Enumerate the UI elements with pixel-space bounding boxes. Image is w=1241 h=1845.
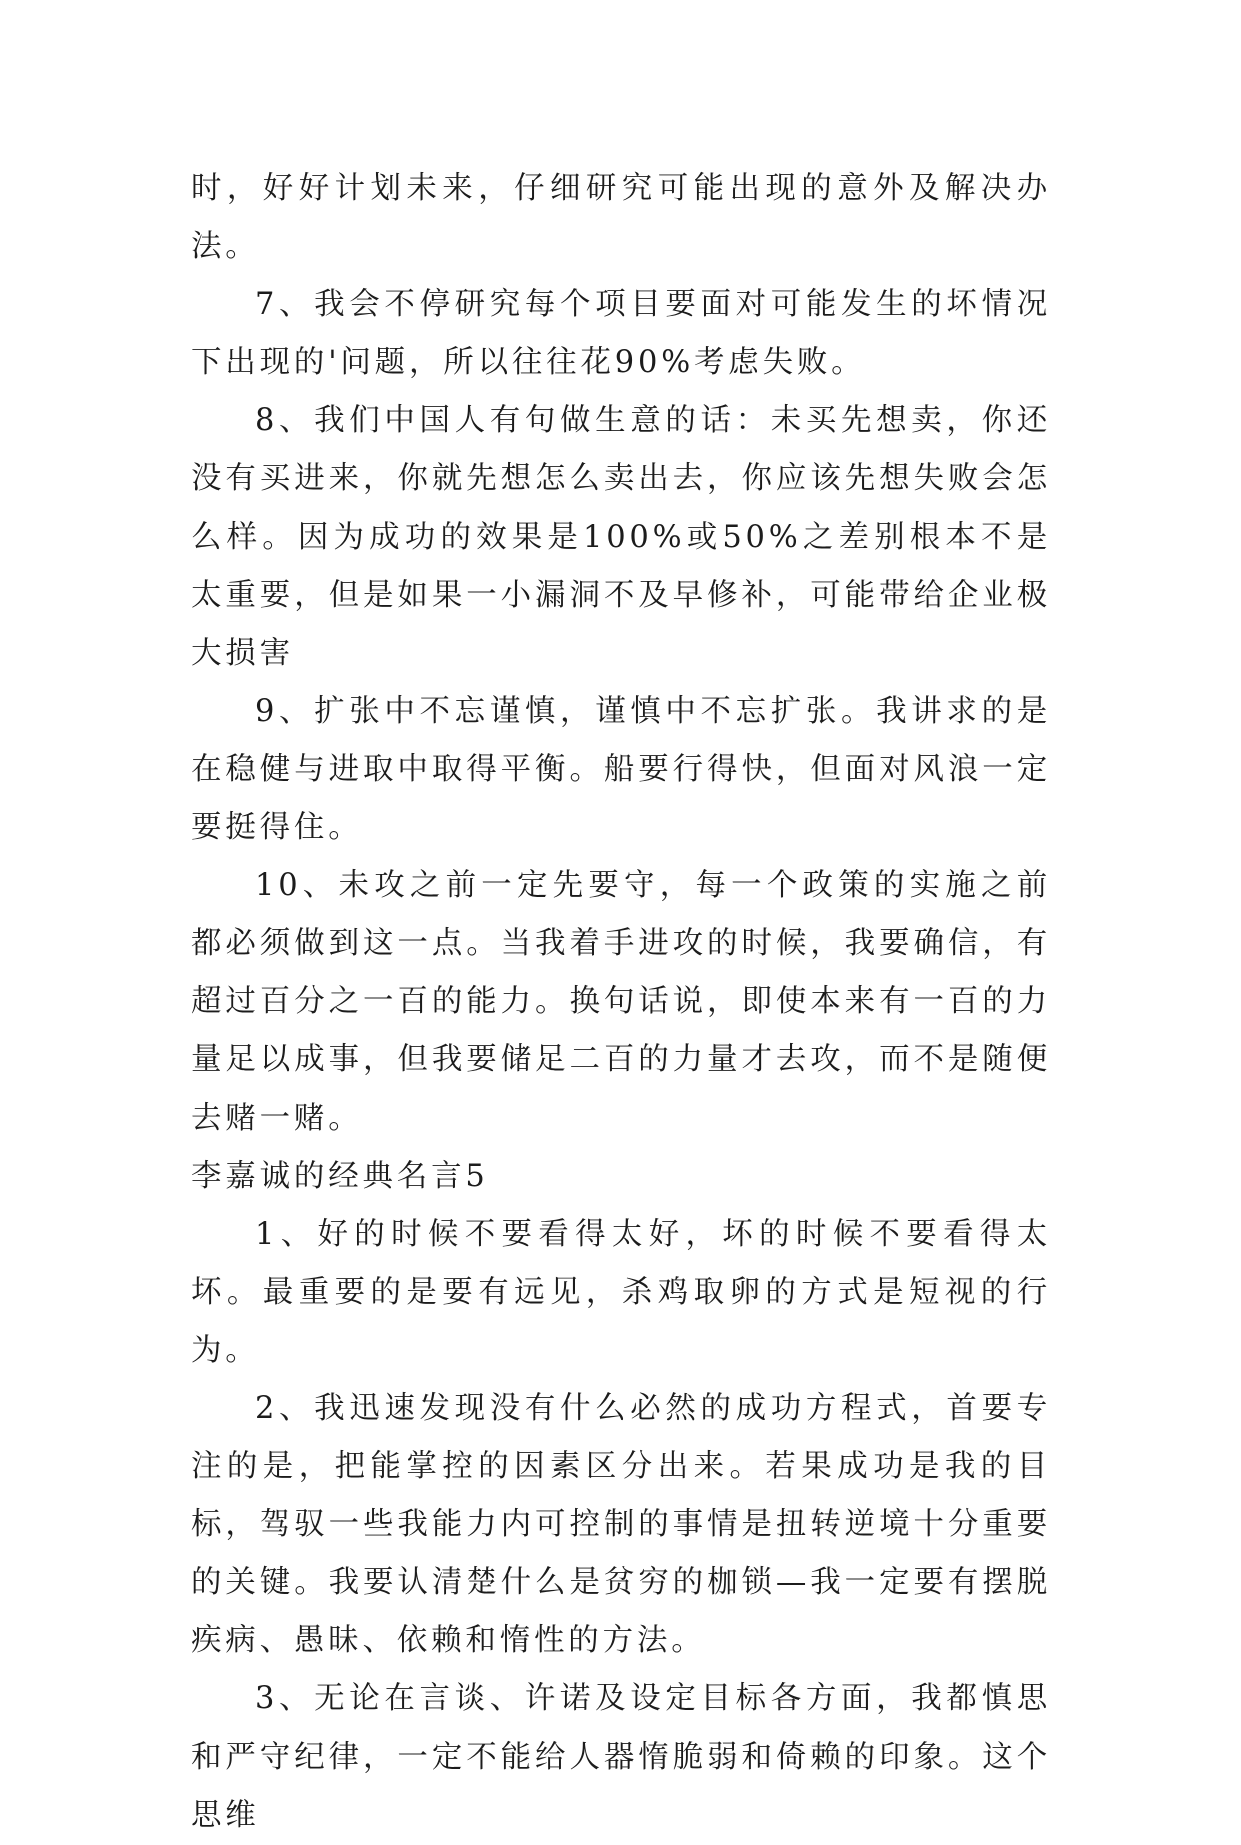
paragraph-continuation: 时，好好计划未来，仔细研究可能出现的意外及解决办法。 xyxy=(191,171,1051,265)
section-heading: 李嘉诚的经典名言5 xyxy=(191,1158,489,1194)
paragraph-item-9: 9、扩张中不忘谨慎，谨慎中不忘扩张。我讲求的是在稳健与进取中取得平衡。船要行得快，但面对风浪一定要挺得住。 xyxy=(191,693,1051,846)
paragraph-item-8: 8、我们中国人有句做生意的话：未买先想卖，你还没有买进来，你就先想怎么卖出去，你应该先想失败会怎么样。因为成功的效果是100%或50%之差别根本不是太重要，但是如果一小漏洞不及早修补，可能带给企业极大损害 xyxy=(191,403,1051,671)
paragraph-item-3: 3、无论在言谈、许诺及设定目标各方面，我都慎思和严守纪律，一定不能给人器惰脆弱和倚赖的印象。这个思维 xyxy=(191,1681,1051,1833)
paragraph-item-2: 2、我迅速发现没有什么必然的成功方程式，首要专注的是，把能掌控的因素区分出来。若果成功是我的目标，驾驭一些我能力内可控制的事情是扭转逆境十分重要的关键。我要认清楚什么是贫穷的枷锁—我一定要有摆脱疾病、愚昧、依赖和惰性的方法。 xyxy=(191,1390,1051,1659)
paragraph-item-1: 1、好的时候不要看得太好，坏的时候不要看得太坏。最重要的是要有远见，杀鸡取卵的方式是短视的行为。 xyxy=(191,1216,1051,1368)
document-body xyxy=(191,160,1051,1845)
paragraph-item-10: 10、未攻之前一定先要守，每一个政策的实施之前都必须做到这一点。当我着手进攻的时候，我要确信，有超过百分之一百的能力。换句话说，即使本来有一百的力量足以成事，但我要储足二百的力量才去攻，而不是随便去赌一赌。 xyxy=(191,868,1051,1136)
paragraph-item-7: 7、我会不停研究每个项目要面对可能发生的坏情况下出现的'问题，所以往往花90%考虑失败。 xyxy=(191,287,1051,381)
